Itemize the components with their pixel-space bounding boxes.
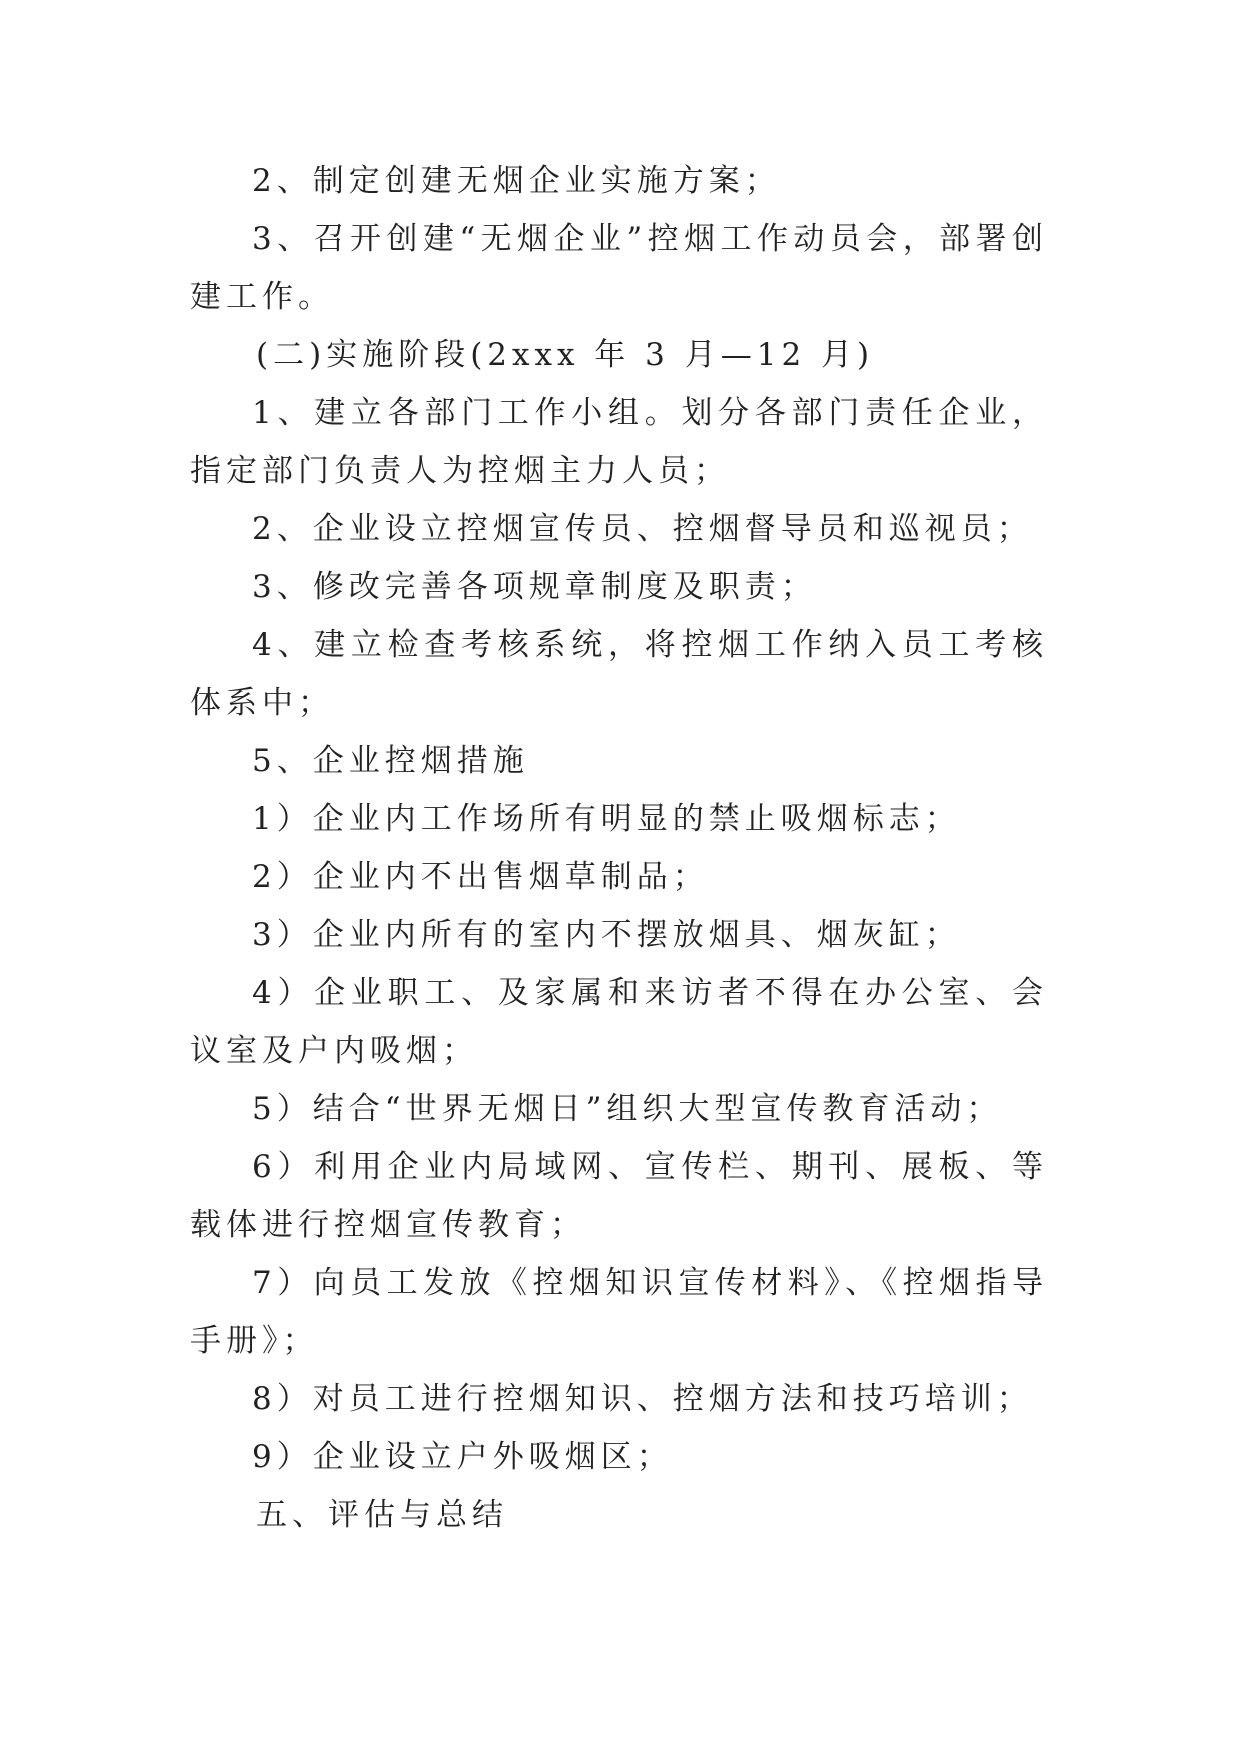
list-item: 7）向员工发放《控烟知识宣传材料》、《控烟指导手册》； (190, 1265, 1048, 1359)
list-item: 4）企业职工、及家属和来访者不得在办公室、会议室及户内吸烟； (190, 975, 1048, 1069)
paragraph: 2、企业设立控烟宣传员、控烟督导员和巡视员； (252, 511, 1033, 547)
section-heading: (二)实施阶段(2xxx 年 3 月—12 月) (256, 337, 875, 373)
paragraph: 3、召开创建“无烟企业”控烟工作动员会，部署创建工作。 (190, 221, 1048, 315)
paragraph: 4、建立检查考核系统，将控烟工作纳入员工考核体系中； (190, 627, 1048, 721)
paragraph: 2、制定创建无烟企业实施方案； (252, 163, 781, 199)
list-item: 8）对员工进行控烟知识、控烟方法和技巧培训； (252, 1381, 1033, 1417)
paragraph: 5、企业控烟措施 (252, 743, 529, 779)
list-item: 9）企业设立户外吸烟区； (252, 1439, 673, 1475)
list-item: 5）结合“世界无烟日”组织大型宣传教育活动； (252, 1091, 1003, 1127)
list-item: 6）利用企业内局域网、宣传栏、期刊、展板、等载体进行控烟宣传教育； (190, 1149, 1048, 1243)
paragraph: 3、修改完善各项规章制度及职责； (252, 569, 817, 605)
document-body (190, 152, 1048, 1544)
list-item: 3）企业内所有的室内不摆放烟具、烟灰缸； (252, 917, 961, 953)
section-heading: 五、评估与总结 (256, 1497, 508, 1533)
paragraph: 1、建立各部门工作小组。划分各部门责任企业，指定部门负责人为控烟主力人员； (190, 395, 1048, 489)
list-item: 1）企业内工作场所有明显的禁止吸烟标志； (252, 801, 961, 837)
list-item: 2）企业内不出售烟草制品； (252, 859, 709, 895)
